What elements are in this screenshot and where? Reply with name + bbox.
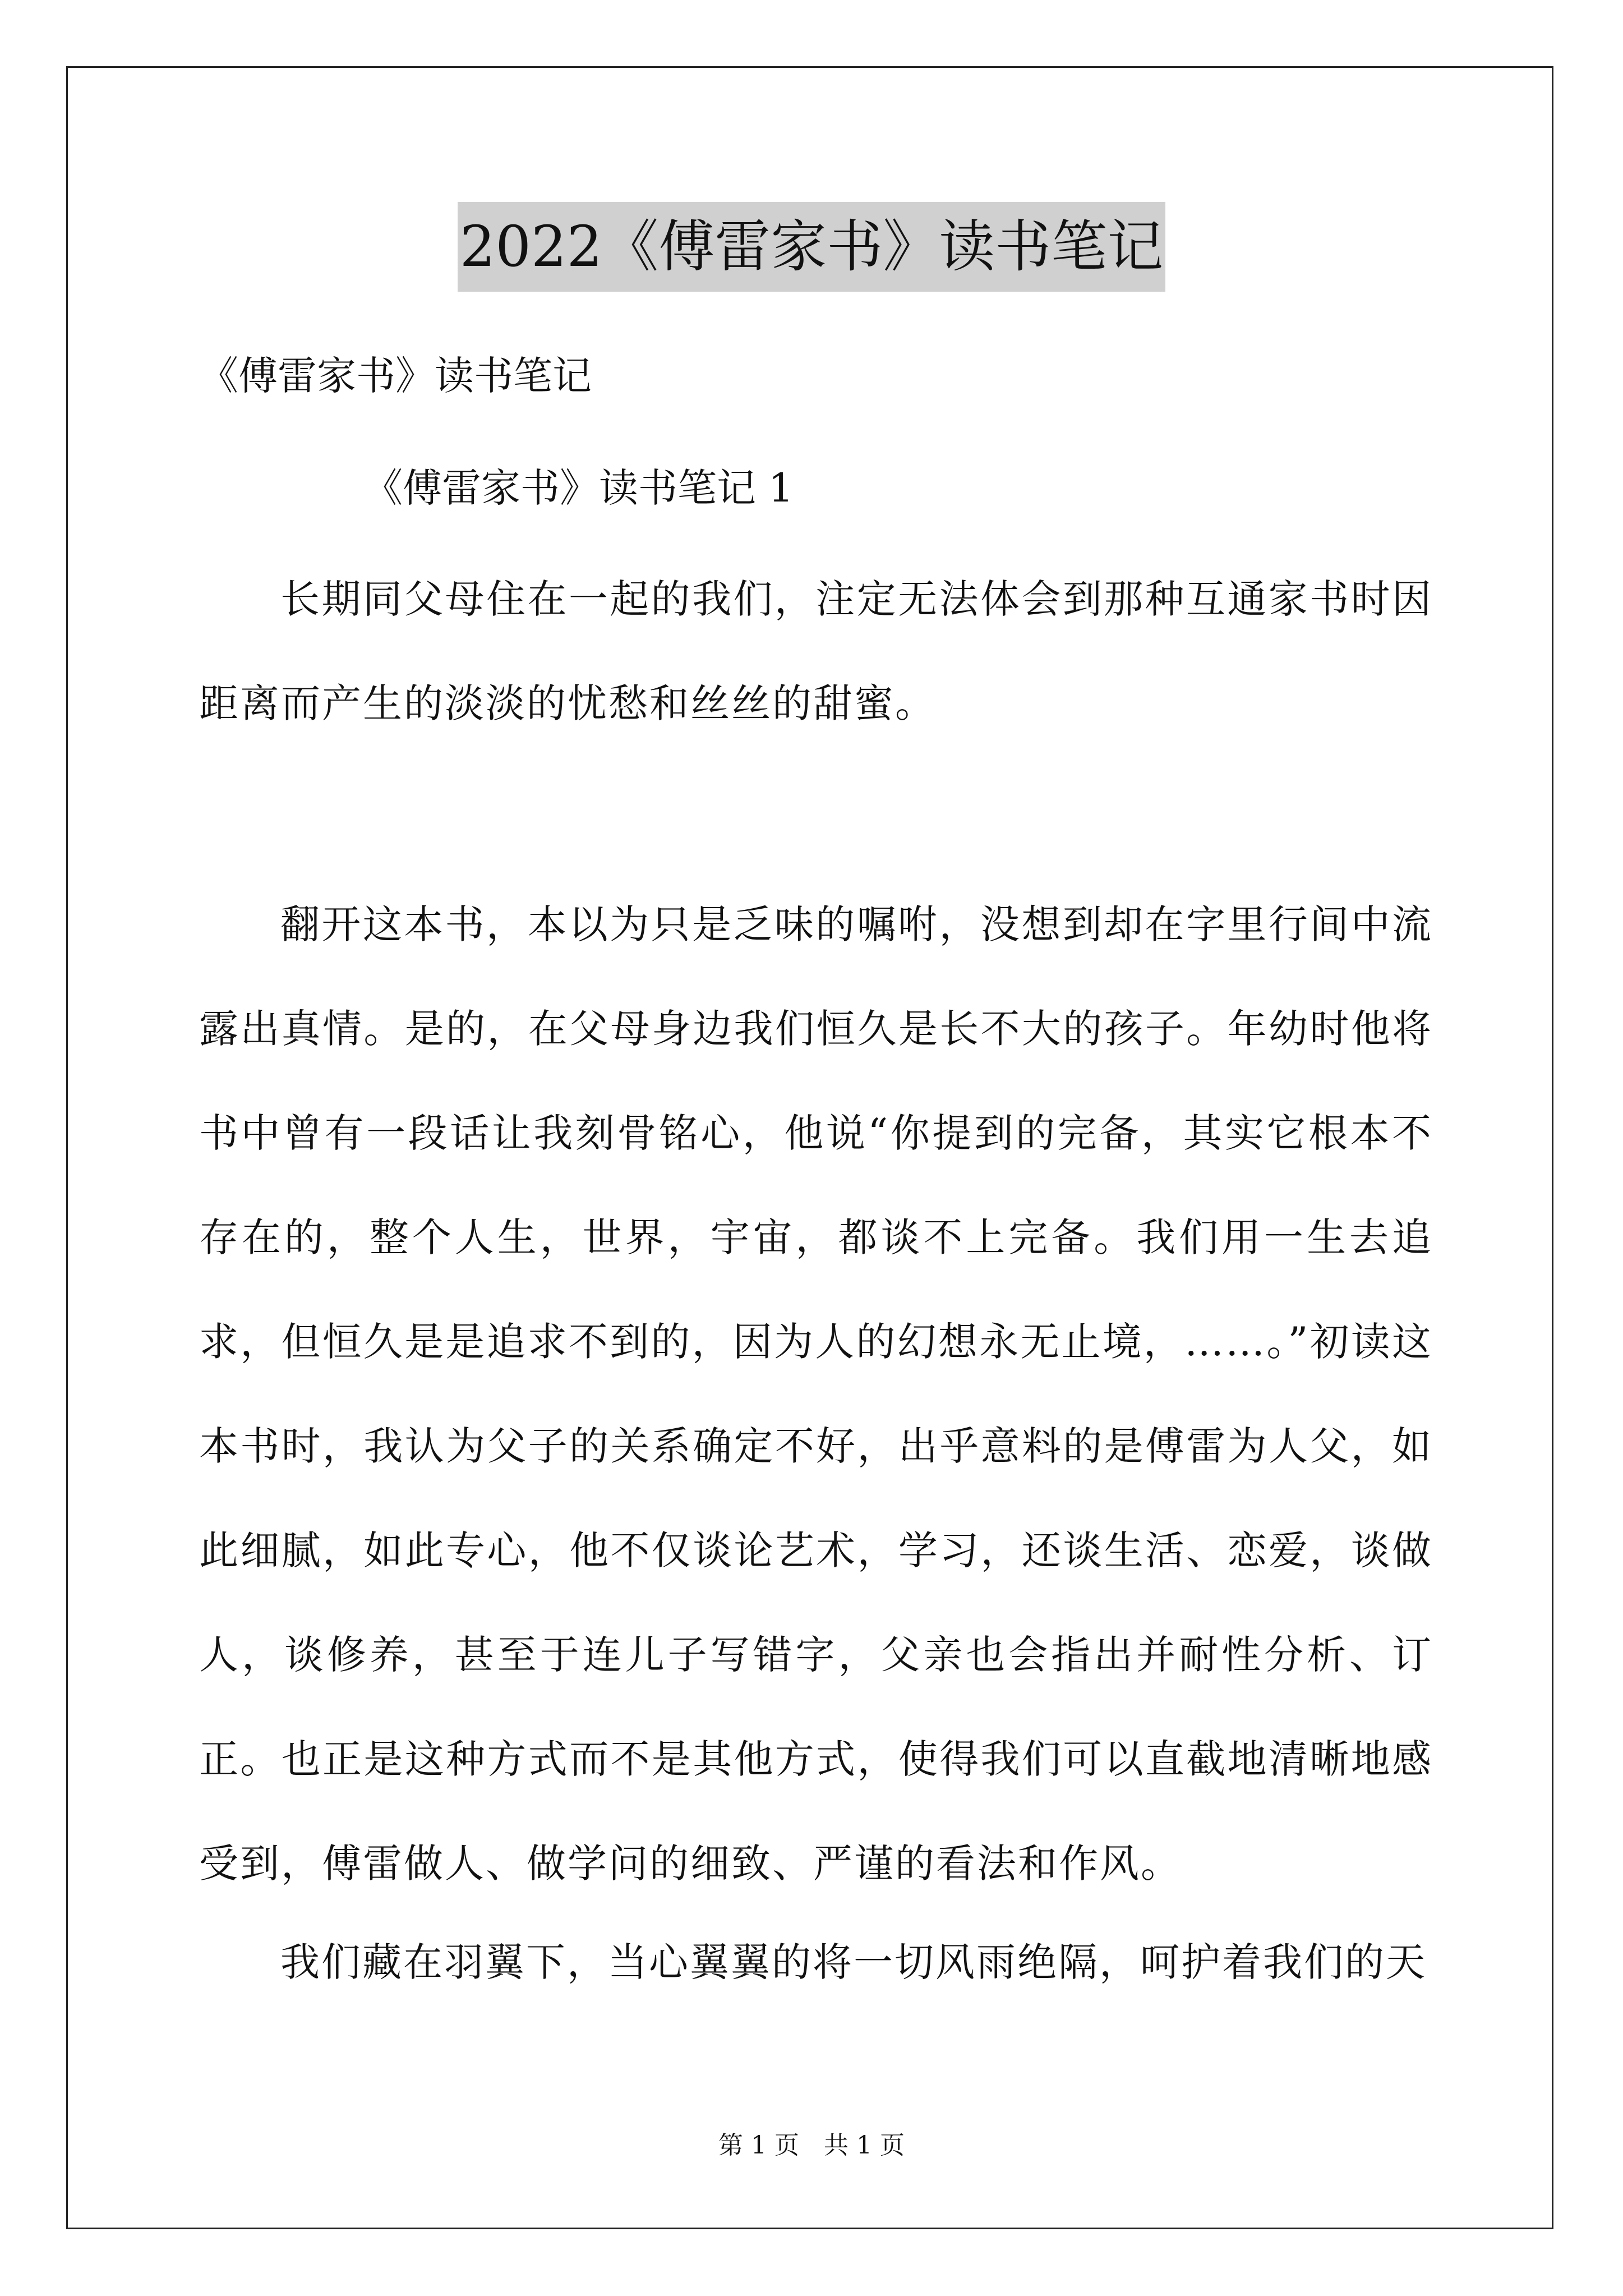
body-paragraph-2: 翻开这本书，本以为只是乏味的嘱咐，没想到却在字里行间中流露出真情。是的，在父母身边我们恒久是长不大的孩子。年幼时他将书中曾有一段话让我刻骨铭心，他说“你提到的完备，其实它根本不存在的，整个人生，世界，宇宙，都谈不上完备。我们用一生去追求，但恒久是是追求不到的，因为人的幻想永无止境，……。”初读这本书时，我认为父子的关系确定不好，出乎意料的是傅雷为人父，如此细腻，如此专心，他不仅谈论艺术，学习，还谈生活、恋爱，谈做人，谈修养，甚至于连儿子写错字，父亲也会指出并耐性分析、订正。也正是这种方式而不是其他方式，使得我们可以直截地清晰地感受到，傅雷做人、做学问的细致、严谨的看法和作风。 (199, 901, 1433, 1887)
page-footer: 第 1 页 共 1 页 (718, 2131, 905, 2160)
section-heading: 《傅雷家书》读书笔记 1 (363, 465, 794, 511)
document-subtitle: 《傅雷家书》读书笔记 (199, 353, 592, 399)
title-container (0, 202, 1623, 292)
body-paragraph-3: 我们藏在羽翼下，当心翼翼的将一切风雨绝隔，呵护着我们的天 (280, 1939, 1427, 1985)
body-paragraph-1: 长期同父母住在一起的我们，注定无法体会到那种互通家书时因距离而产生的淡淡的忧愁和丝丝的甜蜜。 (199, 576, 1433, 726)
document-title: 2022《傅雷家书》读书笔记 (458, 202, 1166, 292)
